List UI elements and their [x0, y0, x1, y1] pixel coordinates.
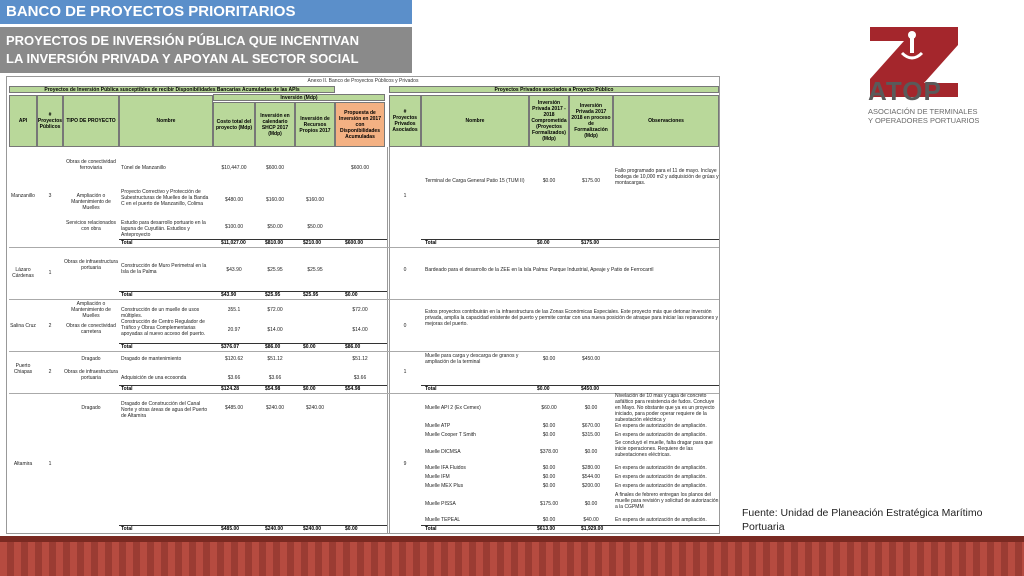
- total-propuesta: $600.00: [345, 240, 364, 246]
- prop-cell: $160.00: [305, 197, 325, 203]
- costo-cell: 20.97: [227, 327, 241, 333]
- priv-obs: En espera de autorización de ampliación.: [615, 474, 707, 480]
- logo-line-1: ASOCIACIÓN DE TERMINALES: [868, 107, 978, 116]
- priv-form: $175.00: [581, 178, 601, 184]
- nombre-row: Dragado de mantenimiento: [121, 356, 182, 362]
- priv-total-row: [421, 239, 719, 246]
- priv-comp: $0.00: [542, 356, 556, 362]
- tipo-row: Obras de infraestructura portuaria: [64, 369, 118, 381]
- page-subtitle: [0, 27, 412, 73]
- cal-cell: $14.00: [267, 327, 283, 333]
- priv-nombre: Muelle API 2 (Ex Cemex): [425, 405, 481, 411]
- priv-form: $315.00: [581, 432, 601, 438]
- total-label: Total: [121, 386, 133, 392]
- page-title: BANCO DE PROYECTOS PRIORITARIOS: [0, 0, 412, 24]
- priv-nombre: Muelle Cooper T Smith: [425, 432, 476, 438]
- propuesta-cell: $600.00: [350, 165, 370, 171]
- api-altamira: Altamira: [13, 461, 33, 467]
- col-header-observaciones: Observaciones: [613, 95, 719, 147]
- projects-table: [6, 76, 720, 534]
- total-prop: $0.00: [303, 386, 316, 392]
- col-header-num-priv: # Proyectos Privados Asociados: [389, 95, 421, 147]
- total-row: [119, 239, 387, 246]
- total-row: [119, 291, 387, 298]
- priv-nombre: Terminal de Carga General Patio 15 (TUM II): [425, 178, 525, 184]
- priv-num: 1: [403, 193, 407, 199]
- prop-cell: $50.00: [307, 224, 323, 230]
- col-header-num-pub: # Proyectos Públicos: [37, 95, 63, 147]
- col-header-propios: Inversión de Recursos Propios 2017: [295, 102, 335, 147]
- priv-total-comp: $613.00: [537, 526, 556, 532]
- total-costo: $124.28: [221, 386, 240, 392]
- priv-nombre: Muelle ATP: [425, 423, 451, 429]
- footer-strip: [0, 536, 1024, 542]
- tipo-row: Dragado: [81, 405, 101, 411]
- priv-nombre: Muelle IFM: [425, 474, 450, 480]
- priv-comp: $175.00: [539, 501, 559, 507]
- footer-band: [0, 536, 1024, 576]
- priv-comp: $0.00: [542, 517, 556, 523]
- priv-form: $200.00: [581, 483, 601, 489]
- priv-comp: $0.00: [542, 432, 556, 438]
- num-salina: 2: [48, 323, 52, 329]
- propuesta-cell: $51.12: [352, 356, 368, 362]
- subtitle-line-2: LA INVERSIÓN PRIVADA Y APOYAN AL SECTOR SOCIAL: [6, 51, 359, 66]
- priv-total-label: Total: [425, 240, 437, 246]
- costo-cell: $485.00: [224, 405, 244, 411]
- num-chiapas: 2: [48, 369, 52, 375]
- total-prop: $210.00: [303, 240, 322, 246]
- priv-num: 0: [403, 267, 407, 273]
- total-cal: $810.00: [265, 240, 284, 246]
- priv-total-form: $175.00: [581, 240, 600, 246]
- num-manzanillo: 3: [48, 193, 52, 199]
- priv-obs: En espera de autorización de ampliación.: [615, 432, 707, 438]
- total-label: Total: [121, 526, 133, 532]
- total-cal: $25.95: [265, 292, 281, 298]
- priv-form: $544.00: [581, 474, 601, 480]
- subtitle-line-1: PROYECTOS DE INVERSIÓN PÚBLICA QUE INCENTIVAN: [6, 33, 359, 48]
- group-header-inversion: Inversión (Mdp): [213, 94, 385, 101]
- priv-nombre: Muelle para carga y descarga de granos y ampliación de la terminal: [425, 353, 519, 365]
- col-header-tipo: TIPO DE PROYECTO: [63, 95, 119, 147]
- priv-nombre: Muelle DICMSA: [425, 449, 461, 455]
- nombre-row: Estudio para desarrollo portuario en la laguna de Cuyutlán. Estudios y Anteproyecto: [121, 220, 206, 238]
- priv-form: $40.00: [583, 517, 599, 523]
- col-header-formalizacion: Inversión Privada 2017 2018 en proceso de Formalización (Mdp): [569, 95, 613, 147]
- total-propuesta: $54.98: [345, 386, 361, 392]
- col-header-calendario: Inversión en calendario SHCP 2017 (Mdp): [255, 102, 295, 147]
- priv-form: $0.00: [584, 449, 598, 455]
- total-prop: $0.00: [303, 344, 316, 350]
- total-costo: $11,027.00: [221, 240, 246, 246]
- priv-obs: Fallo programado para el 11 de mayo. Incluye bodega de 10,000 m2 y adquisición de grúas y montacargas.: [615, 168, 719, 186]
- costo-cell: $43.90: [226, 267, 242, 273]
- priv-obs: Nivelación de 10 mas y capa de concreto asfáltico para resistencia de fudos. Concluye en Mayo. No obstante que ya es un proyecto iniciado, para poder operar requiere de la subestación eléctrica y: [615, 393, 715, 423]
- priv-total-label: Total: [425, 386, 437, 392]
- priv-num: 9: [403, 461, 407, 467]
- propuesta-cell: $14.00: [352, 327, 368, 333]
- total-row: [119, 525, 387, 532]
- cal-cell: $25.95: [267, 267, 283, 273]
- priv-nombre: Estos proyectos contribuirán en la infraestructura de las Zonas Económicas Especiales. Este proyecto más que detonar inversión privada, amplía la capacidad existente del puerto y permite contar con una nueva posición de atraque para iniciar las reparaciones y mejoras del puerto.: [425, 309, 718, 327]
- costo-cell: $100.00: [224, 224, 244, 230]
- total-costo: $43.90: [221, 292, 237, 298]
- priv-form: $0.00: [584, 501, 598, 507]
- api-salina: Salina Cruz: [10, 323, 36, 329]
- costo-cell: $3.66: [227, 375, 241, 381]
- api-manzanillo: Manzanillo: [11, 193, 35, 199]
- tipo-row: Obras de conectividad ferroviaria: [66, 159, 116, 171]
- logo-line-2: Y OPERADORES PORTUARIOS: [868, 116, 980, 125]
- api-chiapas: Puerto Chiapas: [13, 363, 33, 375]
- costo-cell: $120.62: [224, 356, 244, 362]
- col-header-costo: Costo total del proyecto (Mdp): [213, 102, 255, 147]
- total-row: [119, 385, 387, 392]
- propuesta-cell: $3.66: [353, 375, 367, 381]
- cal-cell: $600.00: [265, 165, 285, 171]
- total-row: [119, 343, 387, 350]
- num-lazaro: 1: [48, 270, 52, 276]
- prop-cell: $240.00: [305, 405, 325, 411]
- costo-cell: $480.00: [224, 197, 244, 203]
- tipo-row: Obras de infraestructura portuaria: [64, 259, 118, 271]
- cal-cell: $160.00: [265, 197, 285, 203]
- cal-cell: $72.00: [267, 307, 283, 313]
- priv-total-comp: $0.00: [537, 240, 550, 246]
- priv-total-form: $450.00: [581, 386, 600, 392]
- total-prop: $25.95: [303, 292, 319, 298]
- priv-form: $0.00: [584, 405, 598, 411]
- col-header-propuesta: Propuesta de Inversión en 2017 con Disponibilidades Acumuladas: [335, 102, 385, 147]
- priv-comp: $0.00: [542, 474, 556, 480]
- logo-text: [868, 76, 988, 125]
- priv-nombre: Muelle TEPEAL: [425, 517, 461, 523]
- nombre-row: Construcción de un muelle de usos múltiples.: [121, 307, 200, 319]
- priv-total-comp: $0.00: [537, 386, 550, 392]
- priv-comp: $378.00: [539, 449, 559, 455]
- priv-comp: $60.00: [541, 405, 557, 411]
- priv-nombre: Muelle MEX Plus: [425, 483, 464, 489]
- priv-comp: $0.00: [542, 483, 556, 489]
- total-label: Total: [121, 240, 133, 246]
- group-header-right: Proyectos Privados asociados a Proyecto Público: [389, 86, 719, 93]
- total-label: Total: [121, 344, 133, 350]
- priv-obs: A finales de febrero entregan los planos del muelle para revisión y solicitud de autorización a la CGPMM: [615, 492, 719, 510]
- total-propuesta: $0.00: [345, 526, 358, 532]
- nombre-row: Túnel de Manzanillo: [121, 165, 166, 171]
- priv-nombre: Muelle PISSA: [425, 501, 456, 507]
- tipo-row: Obras de conectividad carretera: [66, 323, 116, 335]
- total-costo: $376.07: [221, 344, 240, 350]
- priv-obs: En espera de autorización de ampliación.: [615, 423, 707, 429]
- total-propuesta: $0.00: [345, 292, 358, 298]
- logo-name: ATOP: [868, 76, 942, 106]
- priv-obs: Se concluyó el muelle, falta dragar para que inicie operaciones. Requiere de las subestaciones eléctricas.: [615, 440, 713, 458]
- cal-cell: $50.00: [267, 224, 283, 230]
- nombre-row: Proyecto Correctivo y Protección de Subestructuras de Muelles de la Banda C en el puerto de Manzanillo, Colima: [121, 189, 209, 207]
- priv-comp: $0.00: [542, 423, 556, 429]
- table-caption: Anexo II. Banco de Proyectos Públicos y Privados: [307, 78, 419, 84]
- costo-cell: 355.1: [227, 307, 241, 313]
- priv-total-row: [421, 525, 719, 532]
- priv-total-label: Total: [425, 526, 437, 532]
- total-cal: $54.98: [265, 386, 281, 392]
- priv-obs: En espera de autorización de ampliación.: [615, 483, 707, 489]
- source-line-1: Fuente: Unidad de Planeación Estratégica Marítimo Portuaria: [742, 507, 983, 533]
- priv-form: $450.00: [581, 356, 601, 362]
- col-header-nombre-priv: Nombre: [421, 95, 529, 147]
- nombre-row: Construcción de Muro Perimetral en la Isla de la Palma: [121, 263, 207, 275]
- tipo-row: Ampliación o Mantenimiento de Muelles: [71, 193, 111, 211]
- total-costo: $485.00: [221, 526, 240, 532]
- nombre-row: Construcción de Centro Regulador de Tráfico y Obras Complementarias apoyadas al nuevo acceso del puerto.: [121, 319, 206, 337]
- total-cal: $240.00: [265, 526, 284, 532]
- prop-cell: $25.95: [307, 267, 323, 273]
- tipo-row: Ampliación o Mantenimiento de Muelles: [71, 301, 111, 319]
- costo-cell: $10,447.00: [221, 165, 247, 171]
- priv-nombre: Muelle IFA Fluidos: [425, 465, 466, 471]
- cal-cell: $3.66: [268, 375, 282, 381]
- total-propuesta: $86.00: [345, 344, 361, 350]
- cal-cell: $51.12: [267, 356, 283, 362]
- col-header-api: API: [9, 95, 37, 147]
- priv-obs: En espera de autorización de ampliación.: [615, 465, 707, 471]
- nombre-row: Adquisición de una ecosonda: [121, 375, 187, 381]
- total-label: Total: [121, 292, 133, 298]
- tipo-row: Dragado: [81, 356, 101, 362]
- priv-total-row: [421, 385, 719, 392]
- priv-comp: $0.00: [542, 465, 556, 471]
- propuesta-cell: $72.00: [352, 307, 368, 313]
- col-header-comprometida: Inversión Privada 2017 - 2018 Comprometida (Proyectos Formalizados) (Mdp): [529, 95, 569, 147]
- priv-obs: En espera de autorización de ampliación.: [615, 517, 707, 523]
- priv-form: $670.00: [581, 423, 601, 429]
- tipo-row: Servicios relacionados con obra: [65, 220, 117, 232]
- total-cal: $86.00: [265, 344, 281, 350]
- total-prop: $240.00: [303, 526, 322, 532]
- col-header-nombre: Nombre: [119, 95, 213, 147]
- nombre-row: Dragado de Construcción del Canal Norte y otras áreas de agua del Puerto de Altamira: [121, 401, 208, 419]
- priv-form: $280.00: [581, 465, 601, 471]
- group-header-left: Proyectos de Inversión Pública susceptibles de recibir Disponibilidades Bancarias Acumuladas de las APIs: [9, 86, 335, 93]
- priv-nombre: Bardeado para el desarrollo de la ZEE en la Isla Palma: Parque Industrial, Apeaje y Patio de Ferrocarril: [425, 267, 654, 273]
- api-lazaro: Lázaro Cárdenas: [12, 267, 34, 279]
- priv-total-form: $1,929.00: [581, 526, 604, 532]
- num-altamira: 1: [48, 461, 52, 467]
- priv-num: 1: [403, 369, 407, 375]
- priv-num: 0: [403, 323, 407, 329]
- cal-cell: $240.00: [265, 405, 285, 411]
- priv-comp: $0.00: [542, 178, 556, 184]
